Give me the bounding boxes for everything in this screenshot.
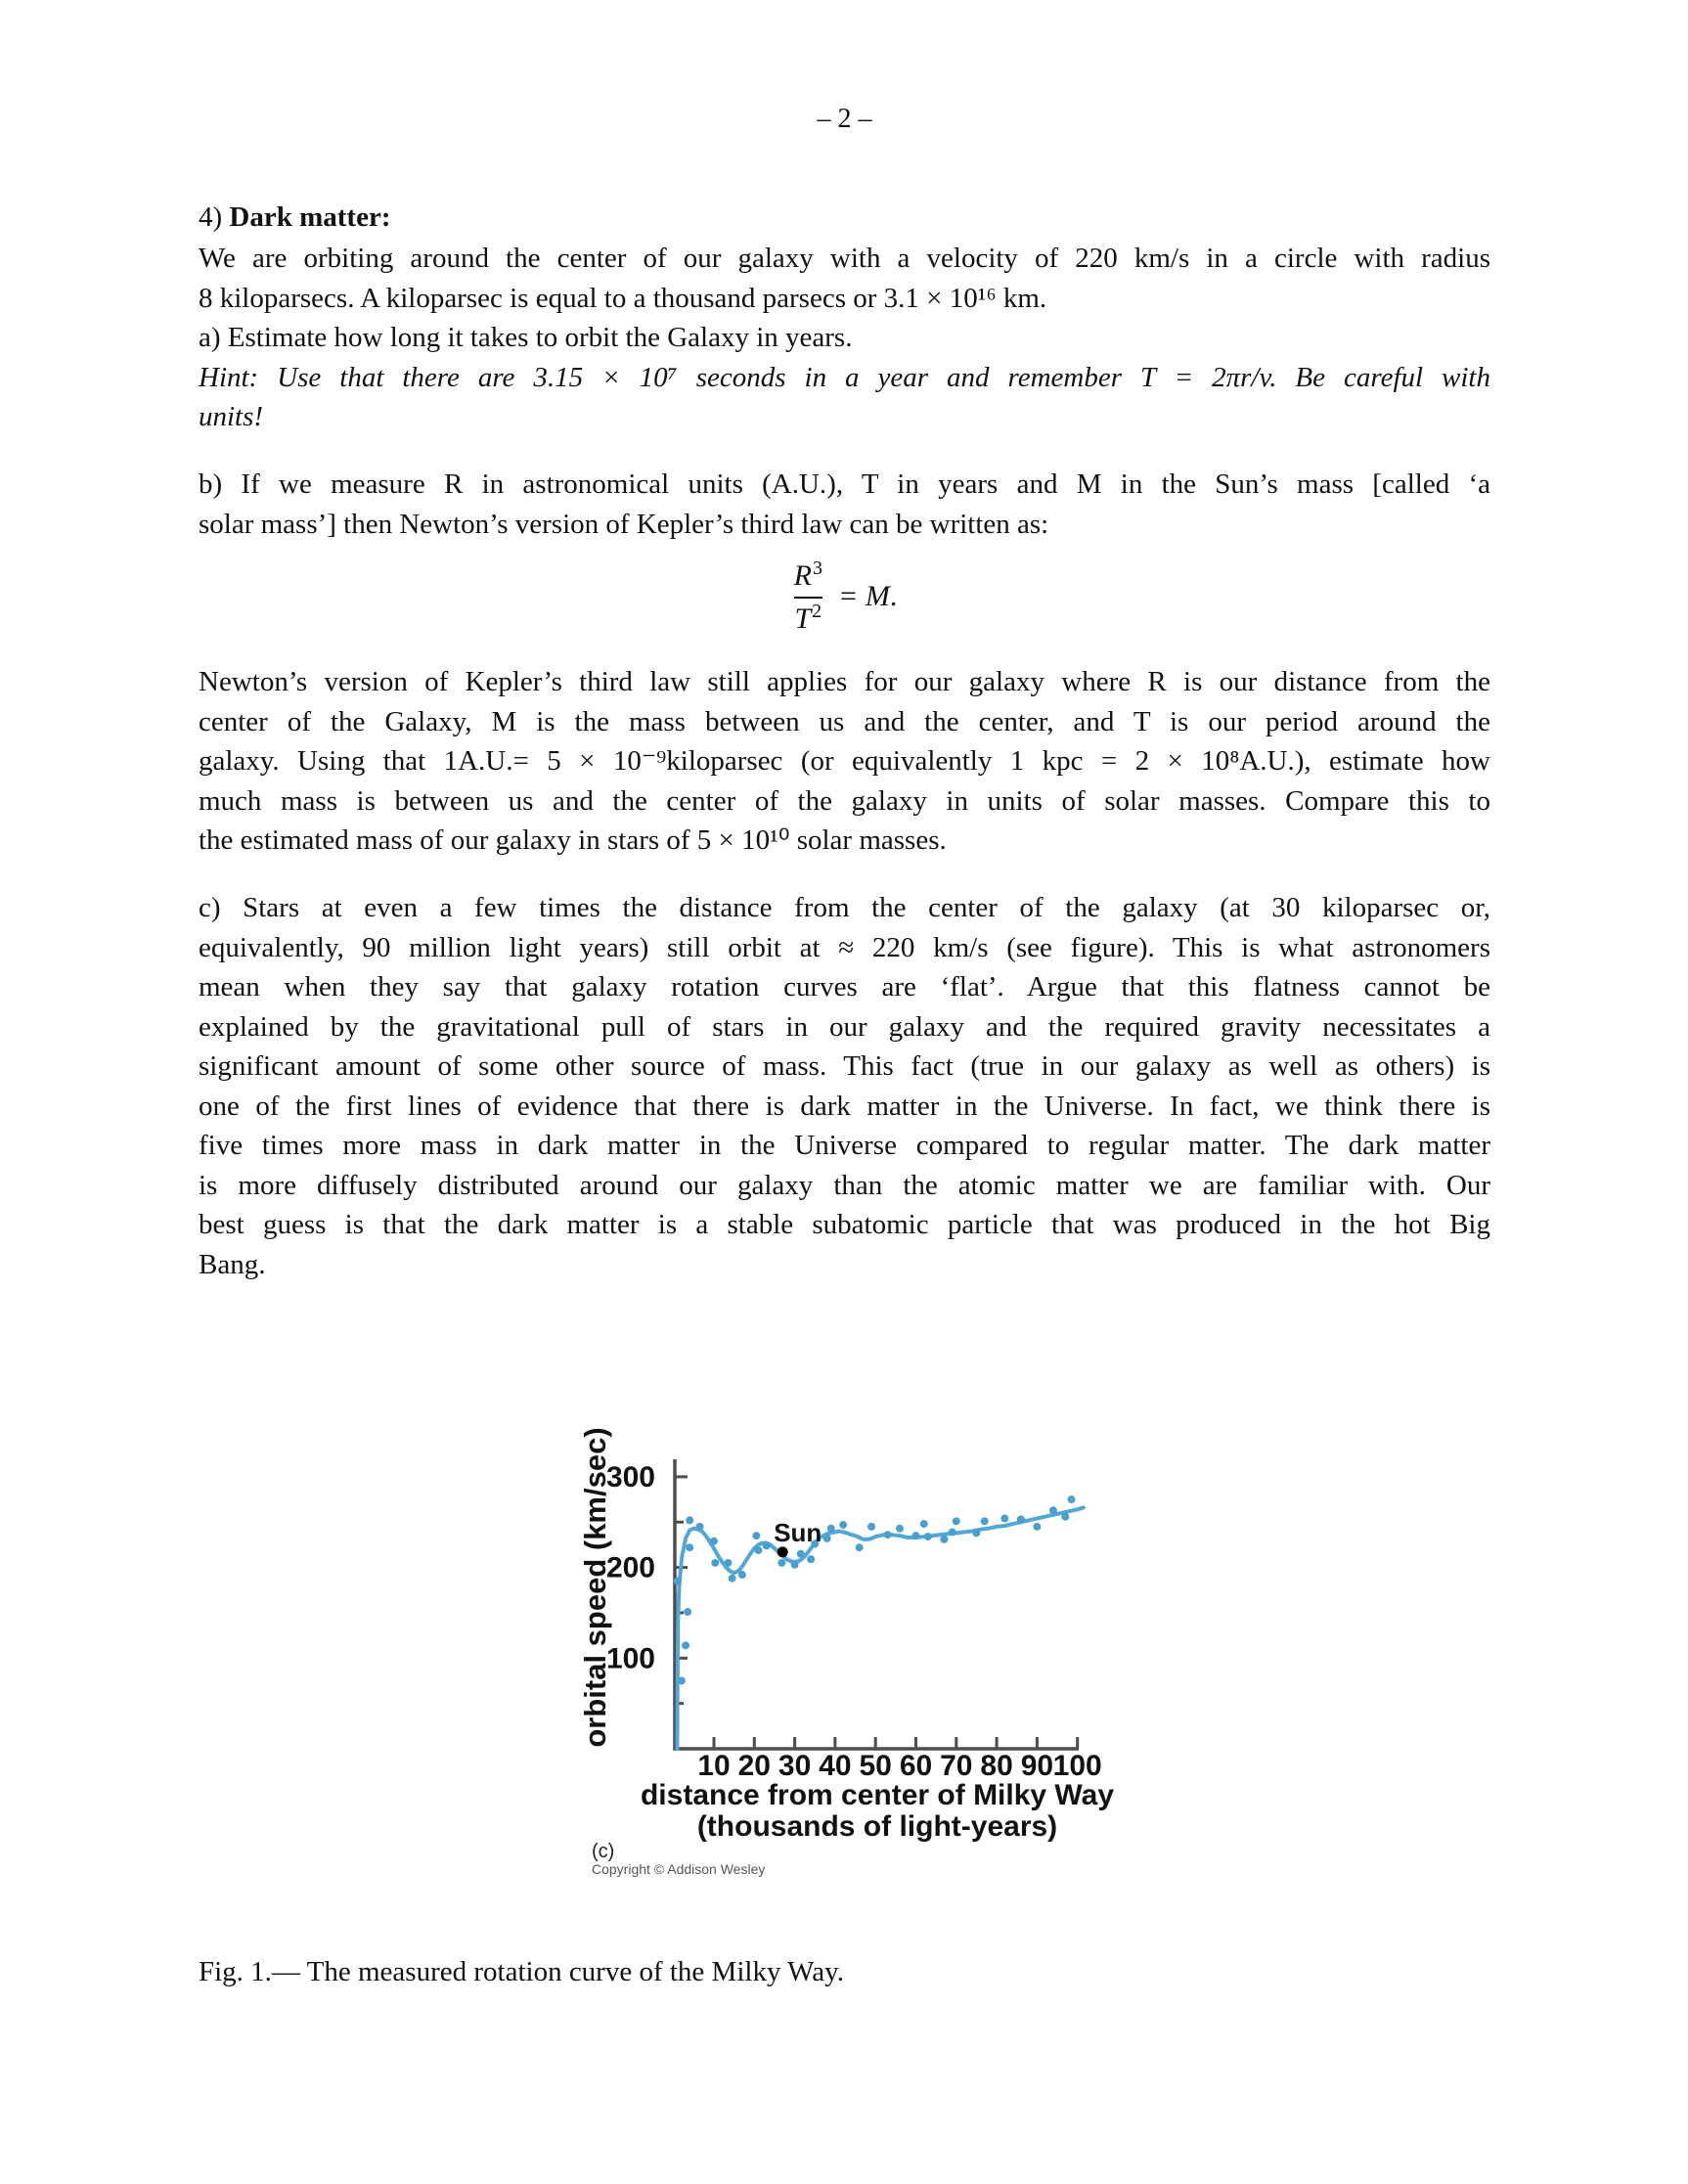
data-point <box>1049 1506 1057 1514</box>
text-line: significant amount of some other source of mass. This fact (true in our galaxy as well as others) is <box>199 1050 1490 1082</box>
page-number: – 2 – <box>817 104 872 134</box>
text-line: the estimated mass of our galaxy in stars of 5 × 10¹⁰ solar masses. <box>199 825 947 856</box>
text-line: Newton’s version of Kepler’s third law still applies for our galaxy where R is our distance from the <box>199 666 1490 697</box>
y-tick-label: 100 <box>605 1642 655 1675</box>
data-point <box>856 1543 864 1551</box>
data-point <box>807 1555 815 1563</box>
data-point <box>674 1578 682 1585</box>
x-tick-label: 90 <box>1020 1750 1054 1782</box>
x-tick-label: 80 <box>980 1750 1013 1782</box>
x-axis-title-line1: distance from center of Milky Way <box>640 1779 1115 1811</box>
sun-label: Sun <box>774 1517 822 1547</box>
rotation-curve-figure <box>562 1423 1120 1893</box>
data-point <box>981 1517 989 1525</box>
paragraph-newton <box>199 662 1490 861</box>
data-point <box>696 1523 704 1531</box>
data-point <box>763 1541 771 1549</box>
heading-title: Dark matter: <box>229 201 391 233</box>
text-line: explained by the gravitational pull of stars in our galaxy and the required gravity necessitates a <box>199 1010 1490 1043</box>
sun-point <box>777 1546 788 1557</box>
section-heading <box>199 201 1490 234</box>
x-tick-label: 30 <box>777 1750 812 1782</box>
copyright-text: Copyright © Addison Wesley <box>592 1861 766 1877</box>
kepler-third-law-formula <box>199 557 1490 636</box>
data-point <box>827 1525 835 1533</box>
data-point <box>1033 1523 1041 1531</box>
text-line: Hint: Use that there are 3.15 × 10⁷ seconds in a year and remember T = 2πr/v. Be careful with <box>199 361 1490 393</box>
data-point <box>729 1575 736 1582</box>
equation-rhs: = M. <box>839 580 898 612</box>
data-point <box>896 1525 904 1533</box>
data-point <box>924 1533 932 1540</box>
data-point <box>949 1528 956 1536</box>
text-line: c) Stars at even a few times the distance from the center of the galaxy (at 30 kiloparsec or, <box>199 892 1490 923</box>
y-tick-label: 300 <box>605 1460 655 1493</box>
text-line: mean when they say that galaxy rotation curves are ‘flat’. Argue that this flatness cannot be <box>199 971 1490 1003</box>
text-line: five times more mass in dark matter in the Universe compared to regular matter. The dark matter <box>199 1130 1490 1161</box>
fraction <box>792 557 824 636</box>
data-point <box>797 1550 805 1558</box>
text-line: a) Estimate how long it takes to orbit the Galaxy in years. <box>199 322 853 353</box>
data-point <box>710 1538 718 1545</box>
text-line: equivalently, 90 million light years) still orbit at ≈ 220 km/s (see figure). This is what astronomers <box>199 931 1490 963</box>
data-point <box>972 1529 980 1537</box>
text-line: one of the first lines of evidence that there is dark matter in the Universe. In fact, we think there is <box>199 1090 1490 1122</box>
data-point <box>884 1531 892 1538</box>
text-line: units! <box>199 401 264 432</box>
text-line: Bang. <box>199 1248 266 1280</box>
x-tick-label: 50 <box>859 1750 892 1782</box>
x-tick-label: 100 <box>1052 1750 1102 1782</box>
text-line: is more diffusely distributed around our galaxy than the atomic matter we are familiar with. Our <box>199 1169 1490 1201</box>
data-point <box>754 1546 762 1554</box>
fraction-numerator: $R^3$ <box>793 557 822 592</box>
text-line: best guess is that the dark matter is a stable subatomic particle that was produced in the hot Big <box>199 1209 1490 1240</box>
data-point <box>791 1561 799 1569</box>
data-point <box>724 1559 732 1567</box>
data-point <box>1061 1513 1069 1521</box>
x-tick-label: 10 <box>697 1750 731 1782</box>
text-line: galaxy. Using that 1A.U.= 5 × 10⁻⁹kiloparsec (or equivalently 1 kpc = 2 × 10⁸A.U.), estimate how <box>199 745 1490 777</box>
data-point <box>684 1608 691 1616</box>
data-point <box>912 1532 920 1539</box>
y-axis-title: orbital speed (km/sec) <box>578 1427 612 1748</box>
data-point <box>711 1559 719 1567</box>
data-point <box>953 1517 960 1525</box>
x-tick-label: 40 <box>819 1750 852 1782</box>
data-point <box>682 1641 689 1649</box>
heading-number: 4) <box>199 201 223 233</box>
x-tick-label: 60 <box>899 1750 933 1782</box>
data-point <box>1017 1515 1025 1523</box>
x-tick-label: 70 <box>940 1750 973 1782</box>
text-line: We are orbiting around the center of our galaxy with a velocity of 220 km/s in a circle with radius <box>199 243 1490 274</box>
rotation-curve-chart <box>562 1423 1120 1893</box>
text-line: solar mass’] then Newton’s version of Kepler’s third law can be written as: <box>199 508 1049 540</box>
data-point <box>1068 1495 1076 1503</box>
data-point <box>920 1520 928 1528</box>
data-point <box>1000 1515 1008 1523</box>
fraction-bar <box>794 597 822 599</box>
data-point <box>678 1676 686 1684</box>
text-line: much mass is between us and the center of the galaxy in units of solar masses. Compare this to <box>199 784 1490 817</box>
figure-caption: Fig. 1.— The measured rotation curve of the Milky Way. <box>199 1956 844 1987</box>
panel-label: (c) <box>592 1841 615 1862</box>
paragraph-part-c <box>199 888 1490 1284</box>
data-point <box>823 1535 831 1542</box>
x-axis-title-line2: (thousands of light-years) <box>696 1810 1058 1843</box>
rotation-curve-line <box>677 1507 1084 1749</box>
data-point <box>738 1571 746 1579</box>
paragraph-intro <box>199 239 1490 437</box>
text-line: center of the Galaxy, M is the mass between us and the center, and T is our period around the <box>199 705 1490 737</box>
data-point <box>777 1559 785 1567</box>
data-point <box>752 1532 760 1539</box>
data-point <box>839 1521 847 1529</box>
data-point <box>686 1543 693 1551</box>
x-tick-label: 20 <box>737 1750 771 1782</box>
data-point <box>867 1523 875 1531</box>
fraction-denominator: $T^2$ <box>794 601 822 635</box>
data-point <box>940 1536 948 1543</box>
data-point <box>686 1516 693 1524</box>
text-line: b) If we measure R in astronomical units (A.U.), T in years and M in the Sun’s mass [called ‘a <box>199 468 1490 500</box>
text-line: 8 kiloparsecs. A kiloparsec is equal to a thousand parsecs or 3.1 × 10¹⁶ km. <box>199 282 1047 314</box>
y-tick-label: 200 <box>605 1551 655 1584</box>
paragraph-part-b <box>199 465 1490 544</box>
